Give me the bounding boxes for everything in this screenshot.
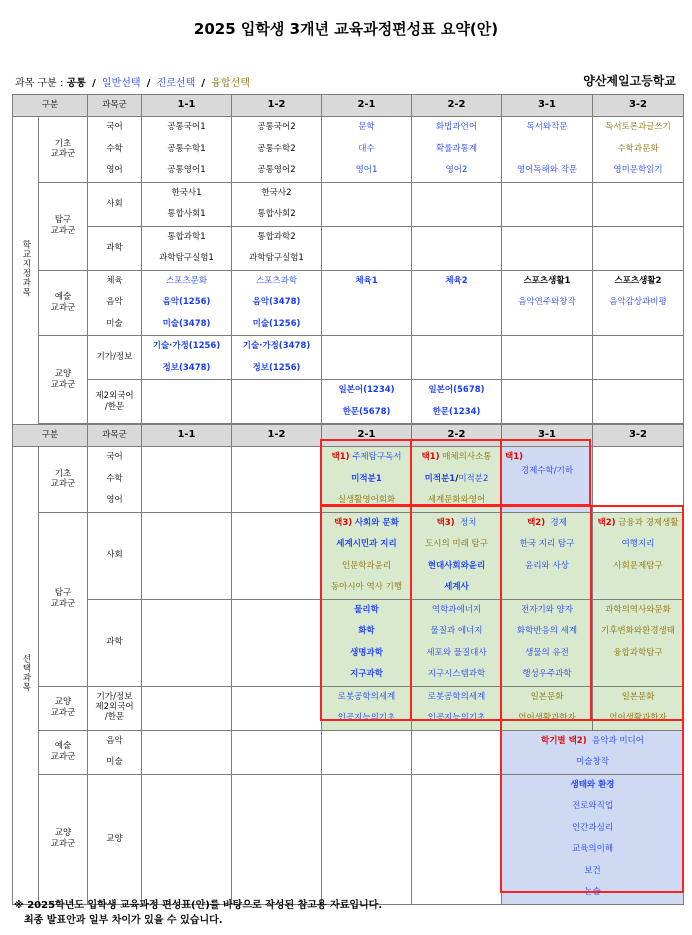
subject-cell: 택1) 매체의사소통 미적분1 / 미적분2 세계문화와영어 [412, 447, 502, 513]
row-elective-arts [13, 730, 684, 774]
empty-cell [412, 182, 502, 226]
group-cell: 과학 [88, 226, 142, 270]
header-semester: 2-1 [322, 95, 412, 117]
group-cell: 과학 [88, 599, 142, 686]
empty-cell [142, 380, 232, 424]
header-semester: 1-2 [232, 95, 322, 117]
header-group: 과목군 [88, 425, 142, 447]
header-semester: 1-2 [232, 425, 322, 447]
subject-cell: 과학의역사와문화 기후변화와환경생태 융합과학탐구 [593, 599, 684, 686]
empty-cell [412, 336, 502, 380]
group-cell: 제2외국어 /한문 [88, 380, 142, 424]
area-label: 기초 교과군 [39, 117, 88, 183]
subject-cell: 전자기와 양자 화학반응의 세계 생물의 유전 행성우주과학 [502, 599, 593, 686]
subject-cell: 물리학 화학 생명과학 지구과학 [322, 599, 412, 686]
empty-cell [142, 512, 232, 599]
subject-cell: 통합과학1 과학탐구실험1 [142, 226, 232, 270]
legend-convergence: 융합선택 [211, 78, 250, 89]
empty-cell [502, 182, 593, 226]
subject-cell: 독서토론과글쓰기 수학과문화 영미문학읽기 [593, 117, 684, 183]
legend-separator: / [92, 78, 96, 89]
subject-cell: 스포츠생활1 음악연주와창작 [502, 270, 593, 336]
subject-cell: 생태와 환경 진로와직업 인간과심리 교육의이해 보건 논술 [502, 774, 684, 904]
header-row [13, 425, 684, 447]
footnote-line-2: 최종 발표안과 일부 차이가 있을 수 있습니다. [24, 915, 223, 926]
subject-cell: 일본어(5678) 한문(1234) [412, 380, 502, 424]
row-elective-science [13, 599, 684, 686]
subject-cell: 택3) 사회와 문화 세계시민과 지리 인문학과윤리 동아시아 역사 기행 [322, 512, 412, 599]
group-cell: 음악 미술 [88, 730, 142, 774]
area-label: 기초 교과군 [39, 447, 88, 513]
row-school-tech [13, 336, 684, 380]
subject-cell: 스포츠과학 음악(3478) 미술(1256) [232, 270, 322, 336]
header-semester: 2-2 [412, 95, 502, 117]
subject-legend [15, 74, 250, 89]
empty-cell [322, 226, 412, 270]
empty-cell [593, 447, 684, 513]
subject-cell: 독서와작문 영어독해와 작문 [502, 117, 593, 183]
header-semester: 3-1 [502, 95, 593, 117]
area-label: 예술 교과군 [39, 730, 88, 774]
row-elective-social [13, 512, 684, 599]
subject-cell: 택2) 경제 한국 지리 탐구 윤리와 사상 [502, 512, 593, 599]
empty-cell [232, 512, 322, 599]
subject-cell: 기술·가정(3478) 정보(1256) [232, 336, 322, 380]
row-school-science [13, 226, 684, 270]
page-title: 2025 입학생 3개년 교육과정편성표 요약(안) [193, 20, 499, 38]
area-label: 교양 교과군 [39, 336, 88, 424]
empty-cell [142, 447, 232, 513]
header-semester: 1-1 [142, 95, 232, 117]
subject-cell: 일본문화 언어생활과한자 [502, 686, 593, 730]
footnote [14, 898, 382, 928]
group-cell: 국어 수학 영어 [88, 447, 142, 513]
row-school-basic [13, 117, 684, 183]
empty-cell [142, 730, 232, 774]
subject-cell: 한국사2 통합사회2 [232, 182, 322, 226]
empty-cell [322, 774, 412, 904]
header-semester: 2-2 [412, 425, 502, 447]
subject-cell: 택3) 정치 도시의 미래 탐구 현대사회와윤리 세계사 [412, 512, 502, 599]
header-row [13, 95, 684, 117]
empty-cell [232, 774, 322, 904]
area-label: 탐구 교과군 [39, 182, 88, 270]
area-label: 교양 교과군 [39, 774, 88, 904]
empty-cell [593, 380, 684, 424]
header-semester: 2-1 [322, 425, 412, 447]
subject-cell: 학기별 택2) 음악과 미디어 미술창작 [502, 730, 684, 774]
empty-cell [232, 730, 322, 774]
subject-cell: 스포츠문화 음악(1256) 미술(3478) [142, 270, 232, 336]
empty-cell [232, 599, 322, 686]
subject-cell: 공통국어1 공통수학1 공통영어1 [142, 117, 232, 183]
row-elective-liberal [13, 774, 684, 904]
subject-cell: 기술·가정(1256) 정보(3478) [142, 336, 232, 380]
legend-separator: / [146, 78, 151, 89]
legend-prefix: 과목 구분 : [15, 78, 64, 89]
group-cell: 사회 [88, 182, 142, 226]
empty-cell [142, 686, 232, 730]
section-elective: 선택과목 [13, 447, 39, 905]
header-semester: 3-2 [593, 425, 684, 447]
subject-cell: 로봇공학의세계 인공지능의기초 [322, 686, 412, 730]
empty-cell [232, 686, 322, 730]
group-cell: 기가/정보 제2외국어 /한문 [88, 686, 142, 730]
header-category: 구분 [13, 95, 88, 117]
empty-cell [593, 336, 684, 380]
group-cell: 국어 수학 영어 [88, 117, 142, 183]
subject-cell: 로봇공학의세계 인공지능의기초 [412, 686, 502, 730]
subject-cell: 문학 대수 영어1 [322, 117, 412, 183]
empty-cell [322, 730, 412, 774]
subject-cell: 일본어(1234) 한문(5678) [322, 380, 412, 424]
empty-cell [593, 182, 684, 226]
subject-cell: 공통국어2 공통수학2 공통영어2 [232, 117, 322, 183]
empty-cell [142, 599, 232, 686]
empty-cell [502, 336, 593, 380]
empty-cell [502, 226, 593, 270]
subject-cell: 택1) 주제탐구독서 미적분1 실생활영어회화 [322, 447, 412, 513]
header-category: 구분 [13, 425, 88, 447]
header-semester: 1-1 [142, 425, 232, 447]
legend-separator: / [201, 78, 206, 89]
group-cell: 교양 [88, 774, 142, 904]
row-elective-basic [13, 447, 684, 513]
legend-common: 공통 [66, 78, 86, 89]
row-school-lang [13, 380, 684, 424]
group-cell: 기가/정보 [88, 336, 142, 380]
empty-cell [232, 380, 322, 424]
empty-cell [593, 226, 684, 270]
row-school-social [13, 182, 684, 226]
empty-cell [412, 774, 502, 904]
area-label: 예술 교과군 [39, 270, 88, 336]
subject-cell: 역학과에너지 물질과 에너지 세포와 물질대사 지구시스템과학 [412, 599, 502, 686]
legend-general: 일반선택 [101, 78, 141, 89]
subject-cell: 일본문화 언어생활과한자 [593, 686, 684, 730]
empty-cell [502, 380, 593, 424]
header-semester: 3-2 [593, 95, 684, 117]
empty-cell [412, 226, 502, 270]
area-label: 교양 교과군 [39, 686, 88, 730]
subject-cell: 통합과학2 과학탐구실험1 [232, 226, 322, 270]
empty-cell [142, 774, 232, 904]
subject-cell: 화법과언어 확률과통계 영어2 [412, 117, 502, 183]
legend-career: 진로선택 [156, 78, 196, 89]
group-cell: 체육 음악 미술 [88, 270, 142, 336]
empty-cell [412, 730, 502, 774]
empty-cell [322, 182, 412, 226]
footnote-line-1: ※ 2025학년도 입학생 교육과정 편성표(안)를 바탕으로 작성된 참고용 자료입니다. [14, 900, 383, 911]
header-group: 과목군 [88, 95, 142, 117]
empty-cell [232, 447, 322, 513]
empty-cell [322, 336, 412, 380]
subject-cell: 한국사1 통합사회1 [142, 182, 232, 226]
row-school-arts [13, 270, 684, 336]
subject-cell: 택1) 경제수학/기하 [502, 447, 593, 513]
area-label: 탐구 교과군 [39, 512, 88, 686]
row-elective-tech [13, 686, 684, 730]
curriculum-table [12, 94, 684, 905]
header-semester: 3-1 [502, 425, 593, 447]
group-cell: 사회 [88, 512, 142, 599]
school-name: 양산제일고등학교 [583, 74, 676, 88]
section-school-designated: 학교지정과목 [13, 117, 39, 425]
subject-cell: 체육1 [322, 270, 412, 336]
subject-cell: 택2) 금융과 경제생활 여행지리 사회문제탐구 [593, 512, 684, 599]
subject-cell: 체육2 [412, 270, 502, 336]
subject-cell: 스포츠생활2 음악감상과비평 [593, 270, 684, 336]
